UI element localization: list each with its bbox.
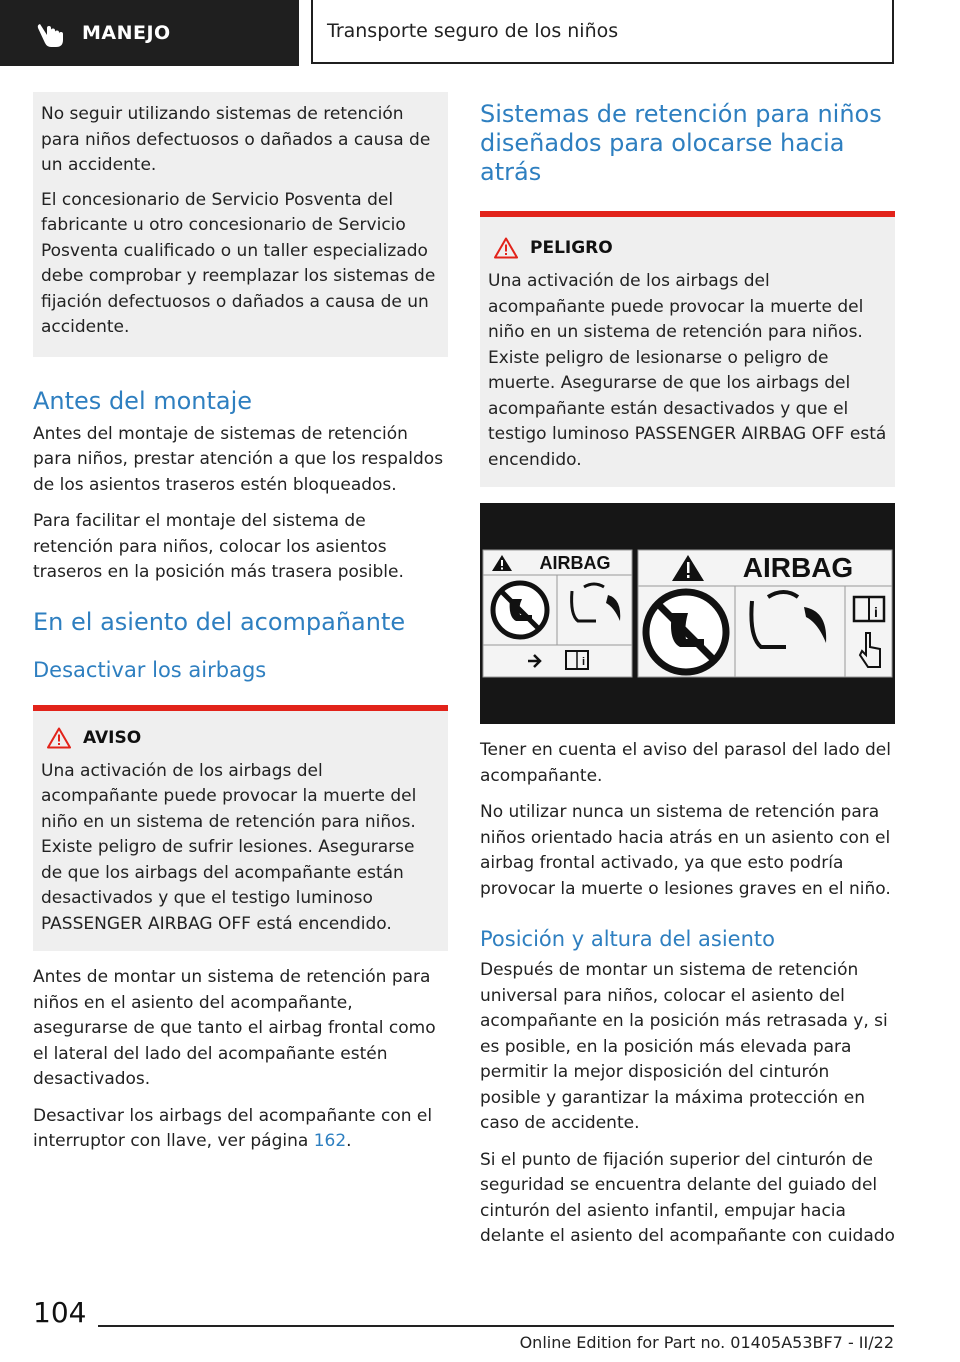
paragraph: Si el punto de fijación superior del cinturón de seguridad se encuentra delante del guiado del cinturón del asiento infantil, empujar hacia delante el asiento del acompañante con cuidado	[480, 1149, 895, 1246]
note-text: El concesionario de Servicio Posventa del fabricante u otro concesionario de Servicio Posventa cualificado o un taller especializado debe comprobar y reemplazar los sistemas de fijación defectuosos o dañados a causa de un accidente.	[41, 189, 436, 337]
note-text: No seguir utilizando sistemas de retención para niños defectuosos o dañados a causa de un accidente.	[41, 104, 431, 175]
svg-text:i: i	[582, 656, 586, 668]
note-box	[33, 92, 448, 357]
paragraph: Antes del montaje de sistemas de retención para niños, prestar atención a que los respaldos de los asientos traseros estén bloqueados.	[33, 423, 444, 495]
airbag-label-large	[638, 550, 892, 677]
heading-antes-del-montaje: Antes del montaje	[33, 386, 253, 415]
peligro-label: PELIGRO	[530, 238, 613, 258]
page-number: 104	[33, 1296, 87, 1329]
peligro-text: Una activación de los airbags del acompañante puede provocar la muerte del niño en un sistema de retención para niños. Existe peligro de lesionarse o peligro de muerte. Asegurarse de que los airbags del acompañante están desactivados y que el testigo luminoso PASSENGER AIRBAG OFF está encendido.	[488, 271, 887, 470]
paragraph: Tener en cuenta el aviso del parasol del lado del acompañante.	[480, 740, 891, 786]
heading-asiento-acompanante: En el asiento del acompañante	[33, 607, 406, 636]
svg-text:i: i	[874, 604, 878, 620]
paragraph-text: Desactivar los airbags del acompañante con el interruptor con llave, ver página	[33, 1105, 433, 1151]
page-link[interactable]: 162	[313, 1131, 347, 1151]
aviso-label: AVISO	[83, 727, 142, 748]
aviso-text: Una activación de los airbags del acompañante puede provocar la muerte del niño en un sistema de retención para niños. Existe peligro de sufrir lesiones. Asegurarse de que los airbags del acompañante están desactivados y que el testigo luminoso PASSENGER AIRBAG OFF está encendido.	[41, 760, 417, 934]
paragraph: No utilizar nunca un sistema de retención para niños orientado hacia atrás en un asiento con el airbag frontal activado, ya que esto podría provocar la muerte o lesiones graves en el niño.	[480, 802, 891, 899]
paragraph: Antes de montar un sistema de retención para niños en el asiento del acompañante, asegurarse de que tanto el airbag frontal como el lateral del lado del acompañante estén desactivados.	[33, 967, 436, 1089]
warning-triangle-icon	[494, 237, 518, 259]
aviso-box	[33, 711, 448, 952]
aviso-header	[41, 727, 440, 749]
paragraph-end: .	[346, 1131, 352, 1151]
peligro-box	[480, 217, 895, 487]
airbag-labels-illustration	[480, 503, 895, 724]
heading-sistemas-hacia-atras: Sistemas de retención para niños diseñados para olocarse hacia atrás	[480, 100, 882, 186]
heading-desactivar-airbags: Desactivar los airbags	[33, 657, 267, 682]
left-column	[33, 92, 448, 1166]
airbag-label-large-text: AIRBAG	[742, 552, 854, 583]
peligro-header	[488, 237, 887, 259]
heading-posicion-altura: Posición y altura del asiento	[480, 927, 775, 951]
right-column	[480, 100, 895, 1261]
chapter-header	[311, 0, 894, 64]
section-label: MANEJO	[82, 22, 171, 44]
paragraph	[33, 1104, 448, 1155]
chapter-title: Transporte seguro de los niños	[327, 20, 619, 42]
airbag-label-small	[483, 550, 632, 677]
warning-triangle-icon	[47, 727, 71, 749]
paragraph: Después de montar un sistema de retención universal para niños, colocar el asiento del acompañante en la posición más retrasada y, si es posible, en la posición más elevada para permitir la mejor disposición del cinturón posible y garantizar la máxima protección en caso de accidente.	[480, 960, 888, 1133]
section-tab	[0, 0, 299, 66]
edition-note: Online Edition for Part no. 01405A53BF7 - II/22	[519, 1333, 894, 1352]
airbag-label-small-text: AIRBAG	[539, 553, 611, 573]
hand-icon	[34, 16, 68, 50]
paragraph: Para facilitar el montaje del sistema de retención para niños, colocar los asientos traseros en la posición más trasera posible.	[33, 511, 404, 582]
footer-divider	[98, 1325, 894, 1327]
airbag-warning-figure	[480, 503, 895, 724]
